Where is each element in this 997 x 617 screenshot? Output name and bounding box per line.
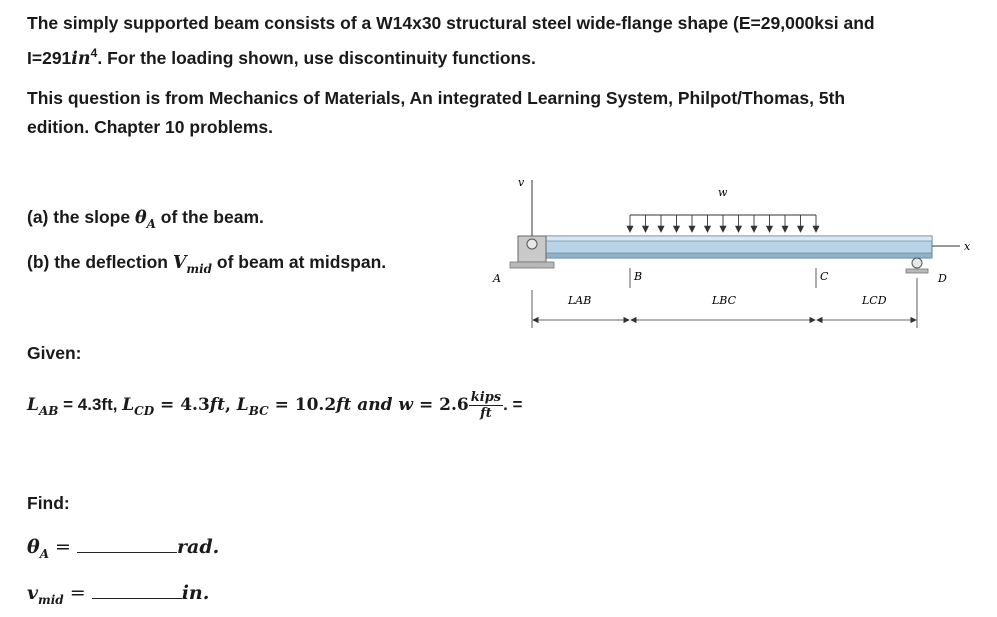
part-b-prefix: (b) the deflection — [27, 252, 173, 272]
comma: , — [224, 395, 237, 415]
part-b-suffix: of beam at midspan. — [212, 252, 387, 272]
inertia-exponent: 4 — [90, 46, 98, 60]
fraction-numerator: kips — [470, 390, 502, 406]
source-line-1: This question is from Mechanics of Materials, An integrated Learning System, Philpot/Thomas, 5th — [27, 88, 846, 108]
w-value: = 2.6 — [413, 395, 469, 415]
lab-subscript: AB — [38, 404, 59, 418]
lbc-unit: ft and w — [336, 395, 414, 415]
lcd-value: = 4.3 — [154, 395, 210, 415]
lcd-subscript: CD — [134, 404, 155, 418]
part-a — [27, 202, 264, 234]
lab-value: = 4.3ft, — [58, 395, 123, 414]
given-equation — [27, 390, 522, 421]
part-b-subscript: mid — [186, 262, 213, 276]
distributed-load-arrows — [630, 215, 816, 232]
inertia-unit: in — [71, 48, 91, 69]
lcd-symbol: L — [122, 395, 135, 415]
theta-subscript: A — [39, 547, 49, 561]
part-a-subscript: A — [146, 217, 156, 231]
lbc-value: = 10.2 — [268, 395, 337, 415]
lbc-symbol: L — [236, 395, 249, 415]
find-theta-line — [27, 532, 219, 564]
problem-line-2-suffix: . For the loading shown, use discontinuity functions. — [97, 47, 536, 68]
theta-unit: rad. — [177, 536, 220, 558]
inertia-prefix: I=291 — [27, 47, 72, 68]
part-b — [27, 247, 386, 279]
dim-bc-label: LBC — [712, 294, 737, 307]
dim-ab-label: LAB — [568, 294, 592, 307]
kips-per-ft-fraction — [469, 390, 503, 421]
lbc-subscript: BC — [248, 404, 269, 418]
fraction-denominator: ft — [480, 406, 492, 422]
pin-circle-a — [527, 239, 537, 249]
x-axis-label: x — [964, 240, 971, 253]
point-c-label: C — [820, 270, 829, 283]
given-tail: . = — [503, 395, 523, 414]
v-unit: in. — [181, 582, 210, 604]
support-base-d — [906, 269, 928, 273]
point-b-label: B — [634, 270, 643, 283]
v-axis-label: v — [518, 176, 525, 189]
find-heading: Find: — [27, 493, 70, 513]
theta-answer-blank[interactable] — [77, 534, 177, 553]
v-symbol: v — [27, 582, 39, 604]
find-v-line — [27, 578, 209, 610]
lcd-unit: ft — [209, 395, 225, 415]
beam-diagram — [480, 170, 990, 330]
v-subscript: mid — [38, 593, 64, 607]
v-answer-blank[interactable] — [92, 580, 182, 599]
roller-support-d — [912, 258, 922, 268]
part-a-symbol: θ — [134, 208, 147, 228]
problem-line-1: The simply supported beam consists of a W14x30 structural steel wide-flange shape (E=29,000ksi and — [27, 13, 875, 33]
part-a-prefix: (a) the slope — [27, 207, 135, 227]
v-equals: = — [63, 582, 92, 604]
theta-equals: = — [49, 536, 77, 558]
part-a-suffix: of the beam. — [155, 207, 264, 227]
point-a-label: A — [493, 272, 501, 285]
problem-line-2 — [27, 38, 536, 74]
lab-symbol: L — [27, 395, 39, 415]
support-base-a — [510, 262, 554, 268]
dim-cd-label: LCD — [862, 294, 887, 307]
part-b-symbol: V — [172, 253, 187, 273]
point-d-label: D — [938, 272, 947, 285]
theta-symbol: θ — [27, 536, 40, 558]
source-line-2: edition. Chapter 10 problems. — [27, 117, 274, 137]
beam-flange-top — [532, 236, 932, 241]
given-heading: Given: — [27, 343, 82, 363]
load-w-label: w — [718, 186, 728, 199]
beam-flange-bottom — [532, 253, 932, 258]
